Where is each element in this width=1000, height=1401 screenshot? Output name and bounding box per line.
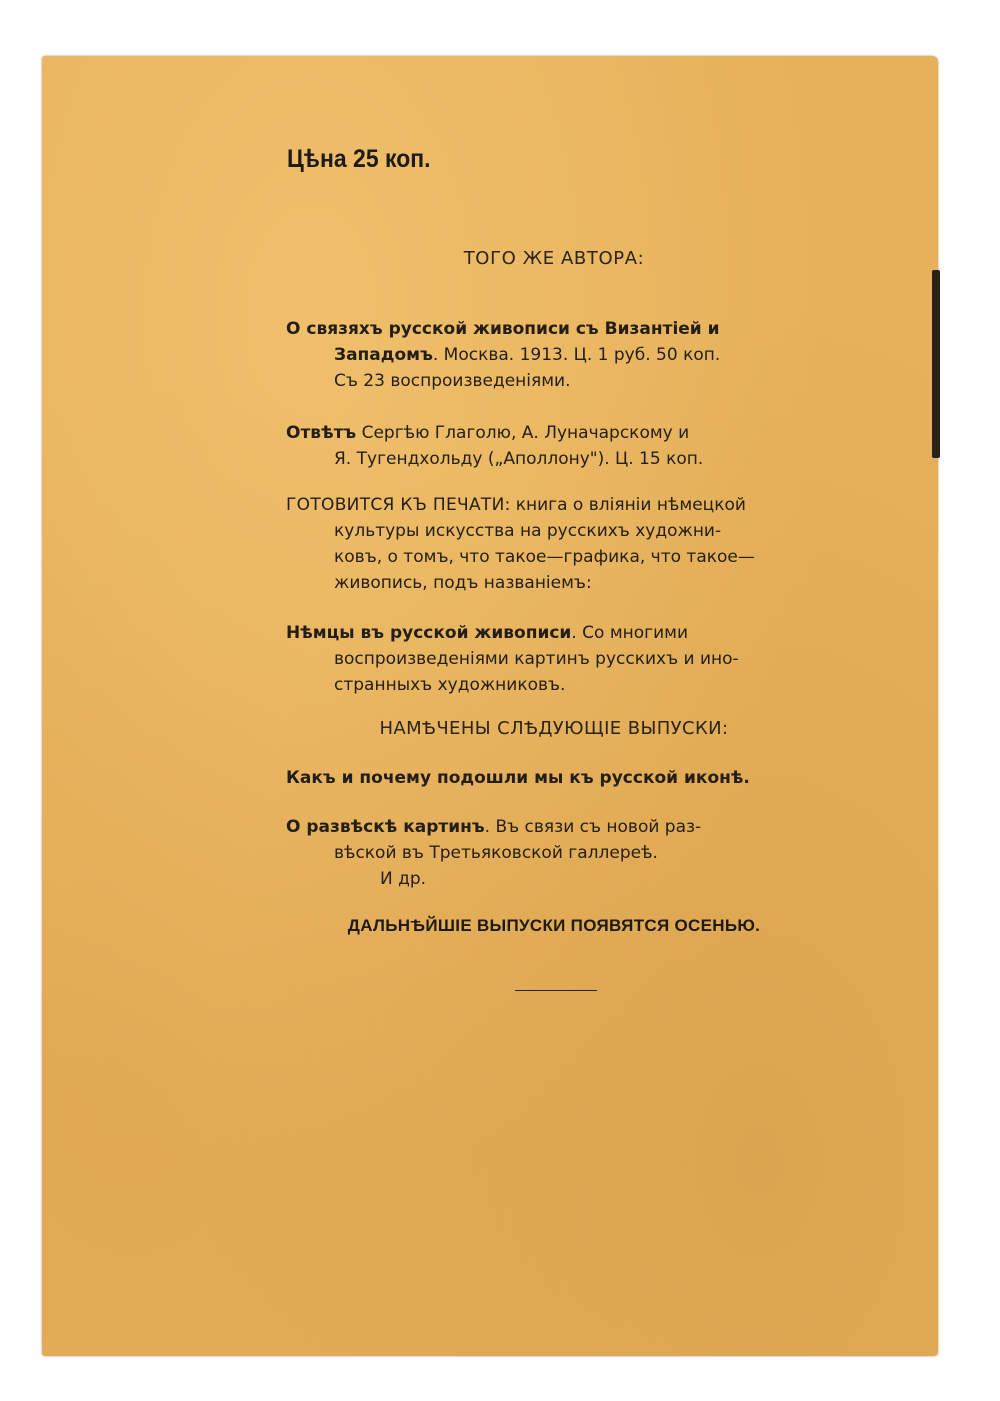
same-author-heading: ТОГО ЖЕ АВТОРА: bbox=[463, 248, 645, 269]
entry-icon-title: Какъ и почему подошли мы къ русской иконѣ. bbox=[286, 768, 750, 788]
entry-hanging bbox=[286, 814, 822, 892]
entry-hanging-text-1: . Въ связи съ новой раз- bbox=[484, 817, 702, 837]
entry-reply bbox=[286, 420, 822, 472]
entry-hanging-etc: И др. bbox=[380, 869, 427, 889]
entry-reply-title: Отвѣтъ bbox=[286, 423, 357, 443]
in-preparation-text-3: ковъ, о томъ, что такое—графика, что такое— bbox=[334, 547, 755, 567]
entry-in-preparation bbox=[286, 492, 822, 596]
entry-germans-text-1: . Со многими bbox=[571, 623, 689, 643]
entry-germans bbox=[286, 620, 822, 698]
entry-germans-title: Нѣмцы въ русской живописи bbox=[286, 623, 572, 643]
entry-germans-text-3: странныхъ художниковъ. bbox=[334, 675, 566, 695]
entry-icon bbox=[286, 765, 822, 791]
in-preparation-text-4: живопись, подъ названіемъ: bbox=[334, 573, 592, 593]
autumn-issues-note: ДАЛЬНѢЙШІЕ ВЫПУСКИ ПОЯВЯТСЯ ОСЕНЬЮ. bbox=[347, 916, 761, 935]
in-preparation-label: ГОТОВИТСЯ КЪ ПЕЧАТИ bbox=[286, 495, 505, 515]
entry-byzantium-title-2: Западомъ bbox=[334, 345, 433, 365]
entry-byzantium-details: . Москва. 1913. Ц. 1 руб. 50 коп. bbox=[432, 345, 721, 365]
in-preparation-text-2: культуры искусства на русскихъ художни- bbox=[334, 521, 722, 541]
entry-hanging-text-2: вѣской въ Третьяковской галлереѣ. bbox=[334, 843, 658, 863]
entry-hanging-title: О развѣскѣ картинъ bbox=[286, 817, 485, 837]
entry-byzantium-title-1: О связяхъ русской живописи съ Византіей и bbox=[286, 319, 720, 339]
entry-byzantium-reproductions: Съ 23 воспроизведеніями. bbox=[334, 371, 571, 391]
entry-reply-details: Я. Тугендхольду („Аполлону"). Ц. 15 коп. bbox=[334, 449, 704, 469]
in-preparation-text-1: : книга о вліяніи нѣмецкой bbox=[504, 495, 746, 515]
price-label: Цѣна 25 коп. bbox=[287, 145, 431, 173]
entry-germans-text-2: воспроизведеніями картинъ русскихъ и ино- bbox=[334, 649, 739, 669]
entry-byzantium bbox=[286, 316, 822, 394]
entry-reply-recipients: Сергѣю Глаголю, А. Луначарскому и bbox=[356, 423, 690, 443]
planned-issues-heading: НАМѢЧЕНЫ СЛѢДУЮЩІЕ ВЫПУСКИ: bbox=[379, 718, 729, 739]
closing-rule bbox=[515, 990, 597, 991]
spine-edge bbox=[932, 270, 940, 458]
